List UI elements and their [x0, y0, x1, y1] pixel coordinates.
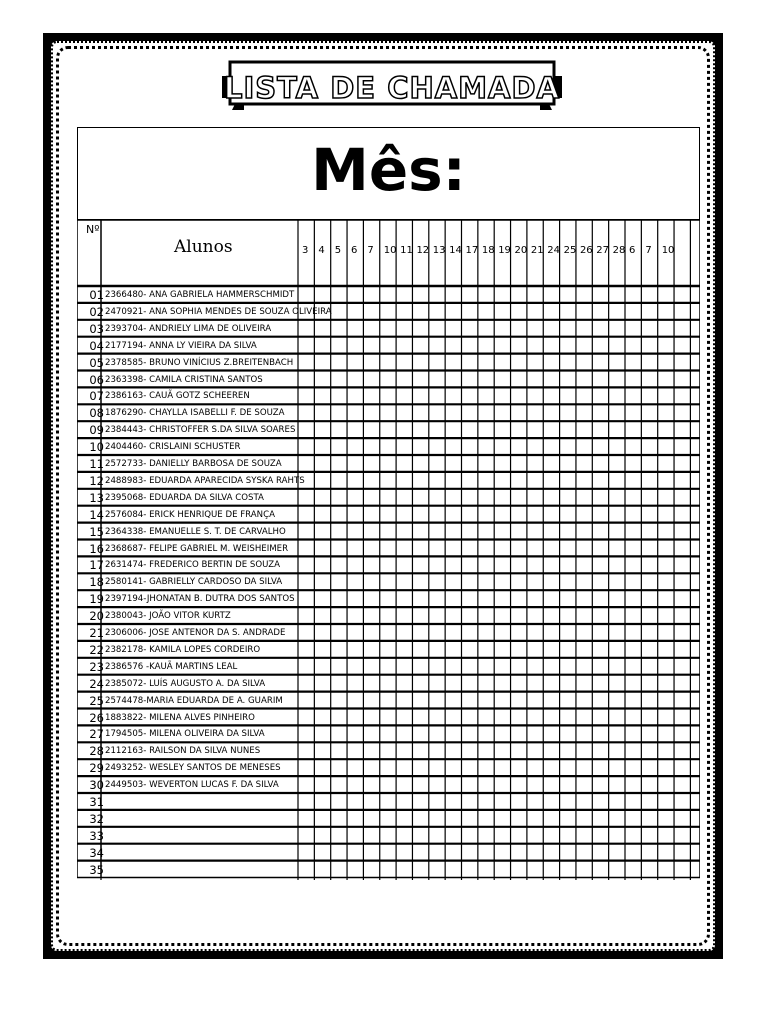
- day-header: 10: [661, 245, 675, 256]
- day-header: 6: [629, 245, 636, 256]
- day-header: 27: [596, 245, 610, 256]
- student-name: 2366480- ANA GABRIELA HAMMERSCHMIDT: [105, 290, 295, 300]
- header-number: Nº: [86, 223, 100, 236]
- student-name: 2112163- RAILSON DA SILVA NUNES: [105, 746, 261, 757]
- day-header: 18: [481, 245, 495, 256]
- day-header: 11: [400, 245, 413, 256]
- row-number: 03: [89, 321, 104, 336]
- row-number: 32: [89, 811, 104, 826]
- row-number: 17: [89, 558, 104, 573]
- row-number: 33: [89, 828, 104, 843]
- row-number: 28: [89, 744, 104, 759]
- student-name: 2576084- ERICK HENRIQUE DE FRANÇA: [105, 509, 275, 520]
- day-header: 26: [579, 245, 593, 256]
- page-title: LISTA DE CHAMADA: [223, 71, 561, 105]
- row-number: 09: [89, 423, 104, 438]
- student-name: 2395068- EDUARDA DA SILVA COSTA: [105, 492, 264, 503]
- row-number: 16: [89, 541, 104, 556]
- student-name: 2470921- ANA SOPHIA MENDES DE SOUZA OLIVEIRA: [105, 306, 332, 317]
- row-number: 13: [89, 490, 104, 505]
- row-number: 10: [89, 440, 104, 455]
- student-name: 2488983- EDUARDA APARECIDA SYSKA RAHTS: [105, 475, 305, 486]
- day-header: 6: [351, 245, 358, 256]
- row-number: 22: [89, 642, 104, 657]
- day-header: 19: [498, 245, 511, 256]
- row-number: 14: [89, 507, 104, 522]
- attendance-table: [77, 220, 700, 880]
- student-name: 1876290- CHAYLLA ISABELLI F. DE SOUZA: [105, 408, 285, 419]
- row-number: 11: [89, 457, 104, 471]
- student-name: 2177194- ANNA LY VIEIRA DA SILVA: [105, 340, 257, 351]
- student-name: 2580141- GABRIELLY CARDOSO DA SILVA: [105, 577, 283, 588]
- day-header: 24: [547, 245, 560, 256]
- student-name: 2574478-MARIA EDUARDA DE A. GUARIM: [105, 695, 283, 706]
- row-number: 07: [89, 389, 104, 404]
- header-students: Alunos: [174, 237, 233, 257]
- student-name: 2572733- DANIELLY BARBOSA DE SOUZA: [105, 459, 282, 469]
- row-number: 18: [89, 575, 104, 590]
- row-number: 27: [89, 727, 104, 742]
- day-header: 20: [514, 245, 528, 256]
- student-name: 1883822- MILENA ALVES PINHEIRO: [105, 712, 255, 723]
- student-name: 2364338- EMANUELLE S. T. DE CARVALHO: [105, 526, 286, 537]
- row-number: 29: [89, 761, 104, 776]
- row-number: 20: [89, 609, 104, 624]
- day-header: 7: [645, 245, 652, 256]
- student-name: 2385072- LUÍS AUGUSTO A. DA SILVA: [105, 678, 266, 689]
- day-header: 10: [383, 245, 397, 256]
- day-header: 5: [334, 245, 342, 256]
- day-header: 17: [465, 245, 479, 256]
- student-name: 1794505- MILENA OLIVEIRA DA SILVA: [105, 729, 265, 740]
- row-number: 34: [89, 845, 104, 860]
- row-number: 26: [89, 710, 104, 725]
- month-box: [77, 127, 700, 220]
- row-number: 21: [89, 626, 104, 640]
- student-name: 2380043- JOÃO VITOR KURTZ: [105, 611, 231, 622]
- day-header: 12: [416, 245, 430, 256]
- student-name: 2397194-JHONATAN B. DUTRA DOS SANTOS: [105, 594, 295, 605]
- student-name: 2493252- WESLEY SANTOS DE MENESES: [105, 763, 281, 774]
- student-name: 2306006- JOSE ANTENOR DA S. ANDRADE: [105, 628, 286, 638]
- row-number: 24: [89, 676, 104, 691]
- student-name: 2368687- FELIPE GABRIEL M. WEISHEIMER: [105, 543, 289, 554]
- row-number: 01: [89, 288, 104, 302]
- student-name: 2404460- CRISLAINI SCHUSTER: [105, 442, 241, 453]
- row-number: 35: [89, 862, 104, 877]
- day-header: 7: [367, 245, 374, 256]
- student-name: 2386576 -KAUÃ MARTINS LEAL: [105, 661, 238, 672]
- row-number: 15: [89, 524, 104, 539]
- row-number: 12: [89, 473, 104, 488]
- row-number: 19: [89, 592, 104, 607]
- day-header: 13: [432, 245, 446, 256]
- row-number: 23: [89, 659, 104, 674]
- day-header: 21: [530, 245, 544, 256]
- row-number: 04: [89, 338, 104, 353]
- day-header: 25: [563, 245, 577, 256]
- day-header: 14: [449, 245, 462, 256]
- student-name: 2386163- CAUÃ GOTZ SCHEEREN: [105, 391, 250, 402]
- student-name: 2384443- CHRISTOFFER S.DA SILVA SOARES: [105, 425, 296, 436]
- student-name: 2449503- WEVERTON LUCAS F. DA SILVA: [105, 780, 279, 791]
- student-name: 2363398- CAMILA CRISTINA SANTOS: [105, 374, 263, 385]
- row-number: 25: [89, 693, 104, 708]
- row-number: 06: [89, 372, 104, 387]
- row-number: 05: [89, 355, 104, 370]
- day-header: 28: [612, 245, 626, 256]
- row-number: 30: [89, 778, 104, 793]
- student-name: 2382178- KAMILA LOPES CORDEIRO: [105, 644, 261, 655]
- student-name: 2378585- BRUNO VINÍCIUS Z.BREITENBACH: [105, 357, 294, 368]
- month-label: Mês:: [311, 136, 466, 204]
- row-number: 08: [89, 406, 104, 421]
- student-name: 2393704- ANDRIELY LIMA DE OLIVEIRA: [105, 323, 272, 334]
- day-header: 3: [302, 245, 309, 256]
- row-number: 02: [89, 304, 104, 319]
- row-number: 31: [89, 795, 104, 809]
- student-name: 2631474- FREDERICO BERTIN DE SOUZA: [105, 560, 281, 571]
- day-header: 4: [318, 245, 325, 256]
- title-banner: [222, 60, 562, 116]
